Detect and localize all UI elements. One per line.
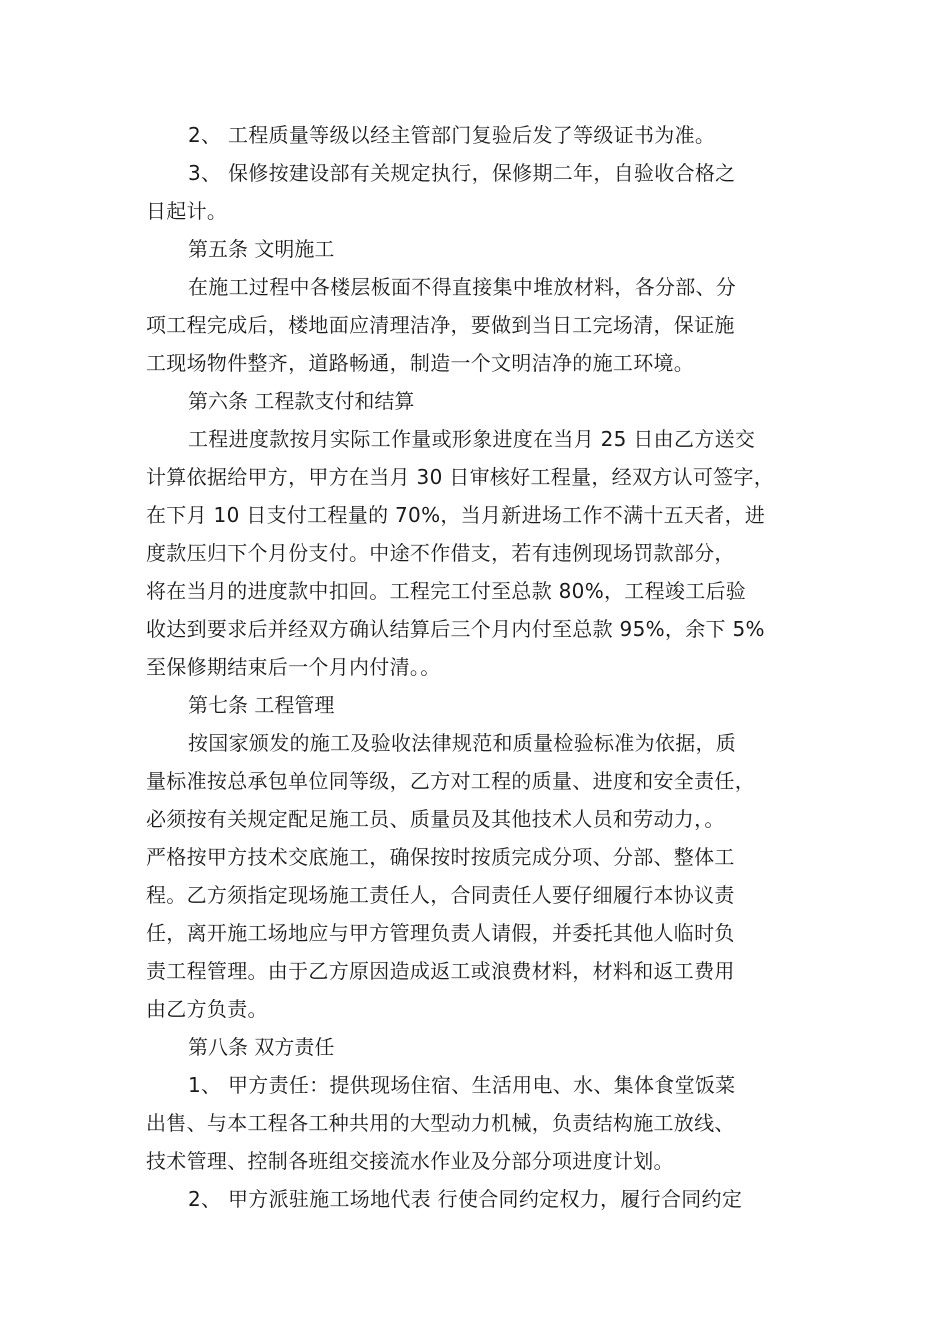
paragraph-line: 严格按甲方技术交底施工，确保按时按质完成分项、分部、整体工 <box>146 845 735 869</box>
paragraph-line: 责工程管理。由于乙方原因造成返工或浪费材料，材料和返工费用 <box>146 959 735 983</box>
document-body <box>146 116 818 1218</box>
paragraph <box>146 268 818 382</box>
paragraph-line: 程。乙方须指定现场施工责任人，合同责任人要仔细履行本协议责 <box>146 883 735 907</box>
paragraph-line: 计算依据给甲方，甲方在当月 30 日审核好工程量，经双方认可签字， <box>146 465 775 489</box>
paragraph-line: 必须按有关规定配足施工员、质量员及其他技术人员和劳动力，。 <box>146 807 725 831</box>
paragraph-line: 在施工过程中各楼层板面不得直接集中堆放材料，各分部、分 <box>188 275 737 299</box>
paragraph-line: 度款压归下个月份支付。中途不作借支，若有违例现场罚款部分， <box>146 541 735 565</box>
paragraph-line: 将在当月的进度款中扣回。工程完工付至总款 80%，工程竣工后验 <box>146 579 747 603</box>
paragraph-line: 至保修期结束后一个月内付清。。 <box>146 655 441 679</box>
paragraph-line: 技术管理、控制各班组交接流水作业及分部分项进度计划。 <box>146 1149 674 1173</box>
paragraph-line: 量标准按总承包单位同等级，乙方对工程的质量、进度和安全责任， <box>146 769 755 793</box>
paragraph <box>146 154 818 230</box>
paragraph-line: 2、 甲方派驻施工场地代表 行使合同约定权力，履行合同约定 <box>188 1187 743 1211</box>
paragraph-line: 在下月 10 日支付工程量的 70%，当月新进场工作不满十五天者，进 <box>146 503 766 527</box>
paragraph-line: 按国家颁发的施工及验收法律规范和质量检验标准为依据，质 <box>188 731 737 755</box>
paragraph-line: 收达到要求后并经双方确认结算后三个月内付至总款 95%，余下 5% <box>146 617 765 641</box>
paragraph-line: 任，离开施工场地应与甲方管理负责人请假，并委托其他人临时负 <box>146 921 735 945</box>
paragraph <box>146 1066 818 1180</box>
paragraph-line: 1、 甲方责任：提供现场住宿、生活用电、水、集体食堂饭菜 <box>188 1073 736 1097</box>
paragraph <box>146 116 818 154</box>
paragraph-line: 日起计。 <box>146 199 228 223</box>
section-heading: 第七条 工程管理 <box>188 693 335 717</box>
section-heading: 第六条 工程款支付和结算 <box>188 389 415 413</box>
paragraph <box>146 1180 818 1218</box>
paragraph-line: 由乙方负责。 <box>146 997 268 1021</box>
paragraph-line: 项工程完成后，楼地面应清理洁净，要做到当日工完场清，保证施 <box>146 313 735 337</box>
section-heading: 第八条 双方责任 <box>188 1035 335 1059</box>
paragraph <box>146 724 818 1028</box>
section-heading: 第五条 文明施工 <box>188 237 335 261</box>
paragraph <box>146 420 818 686</box>
paragraph-line: 工现场物件整齐，道路畅通，制造一个文明洁净的施工环境。 <box>146 351 695 375</box>
paragraph-line: 工程进度款按月实际工作量或形象进度在当月 25 日由乙方送交 <box>188 427 756 451</box>
paragraph-line: 3、 保修按建设部有关规定执行，保修期二年，自验收合格之 <box>188 161 736 185</box>
paragraph-line: 出售、与本工程各工种共用的大型动力机械，负责结构施工放线、 <box>146 1111 735 1135</box>
paragraph-line: 2、 工程质量等级以经主管部门复验后发了等级证书为准。 <box>188 123 716 147</box>
